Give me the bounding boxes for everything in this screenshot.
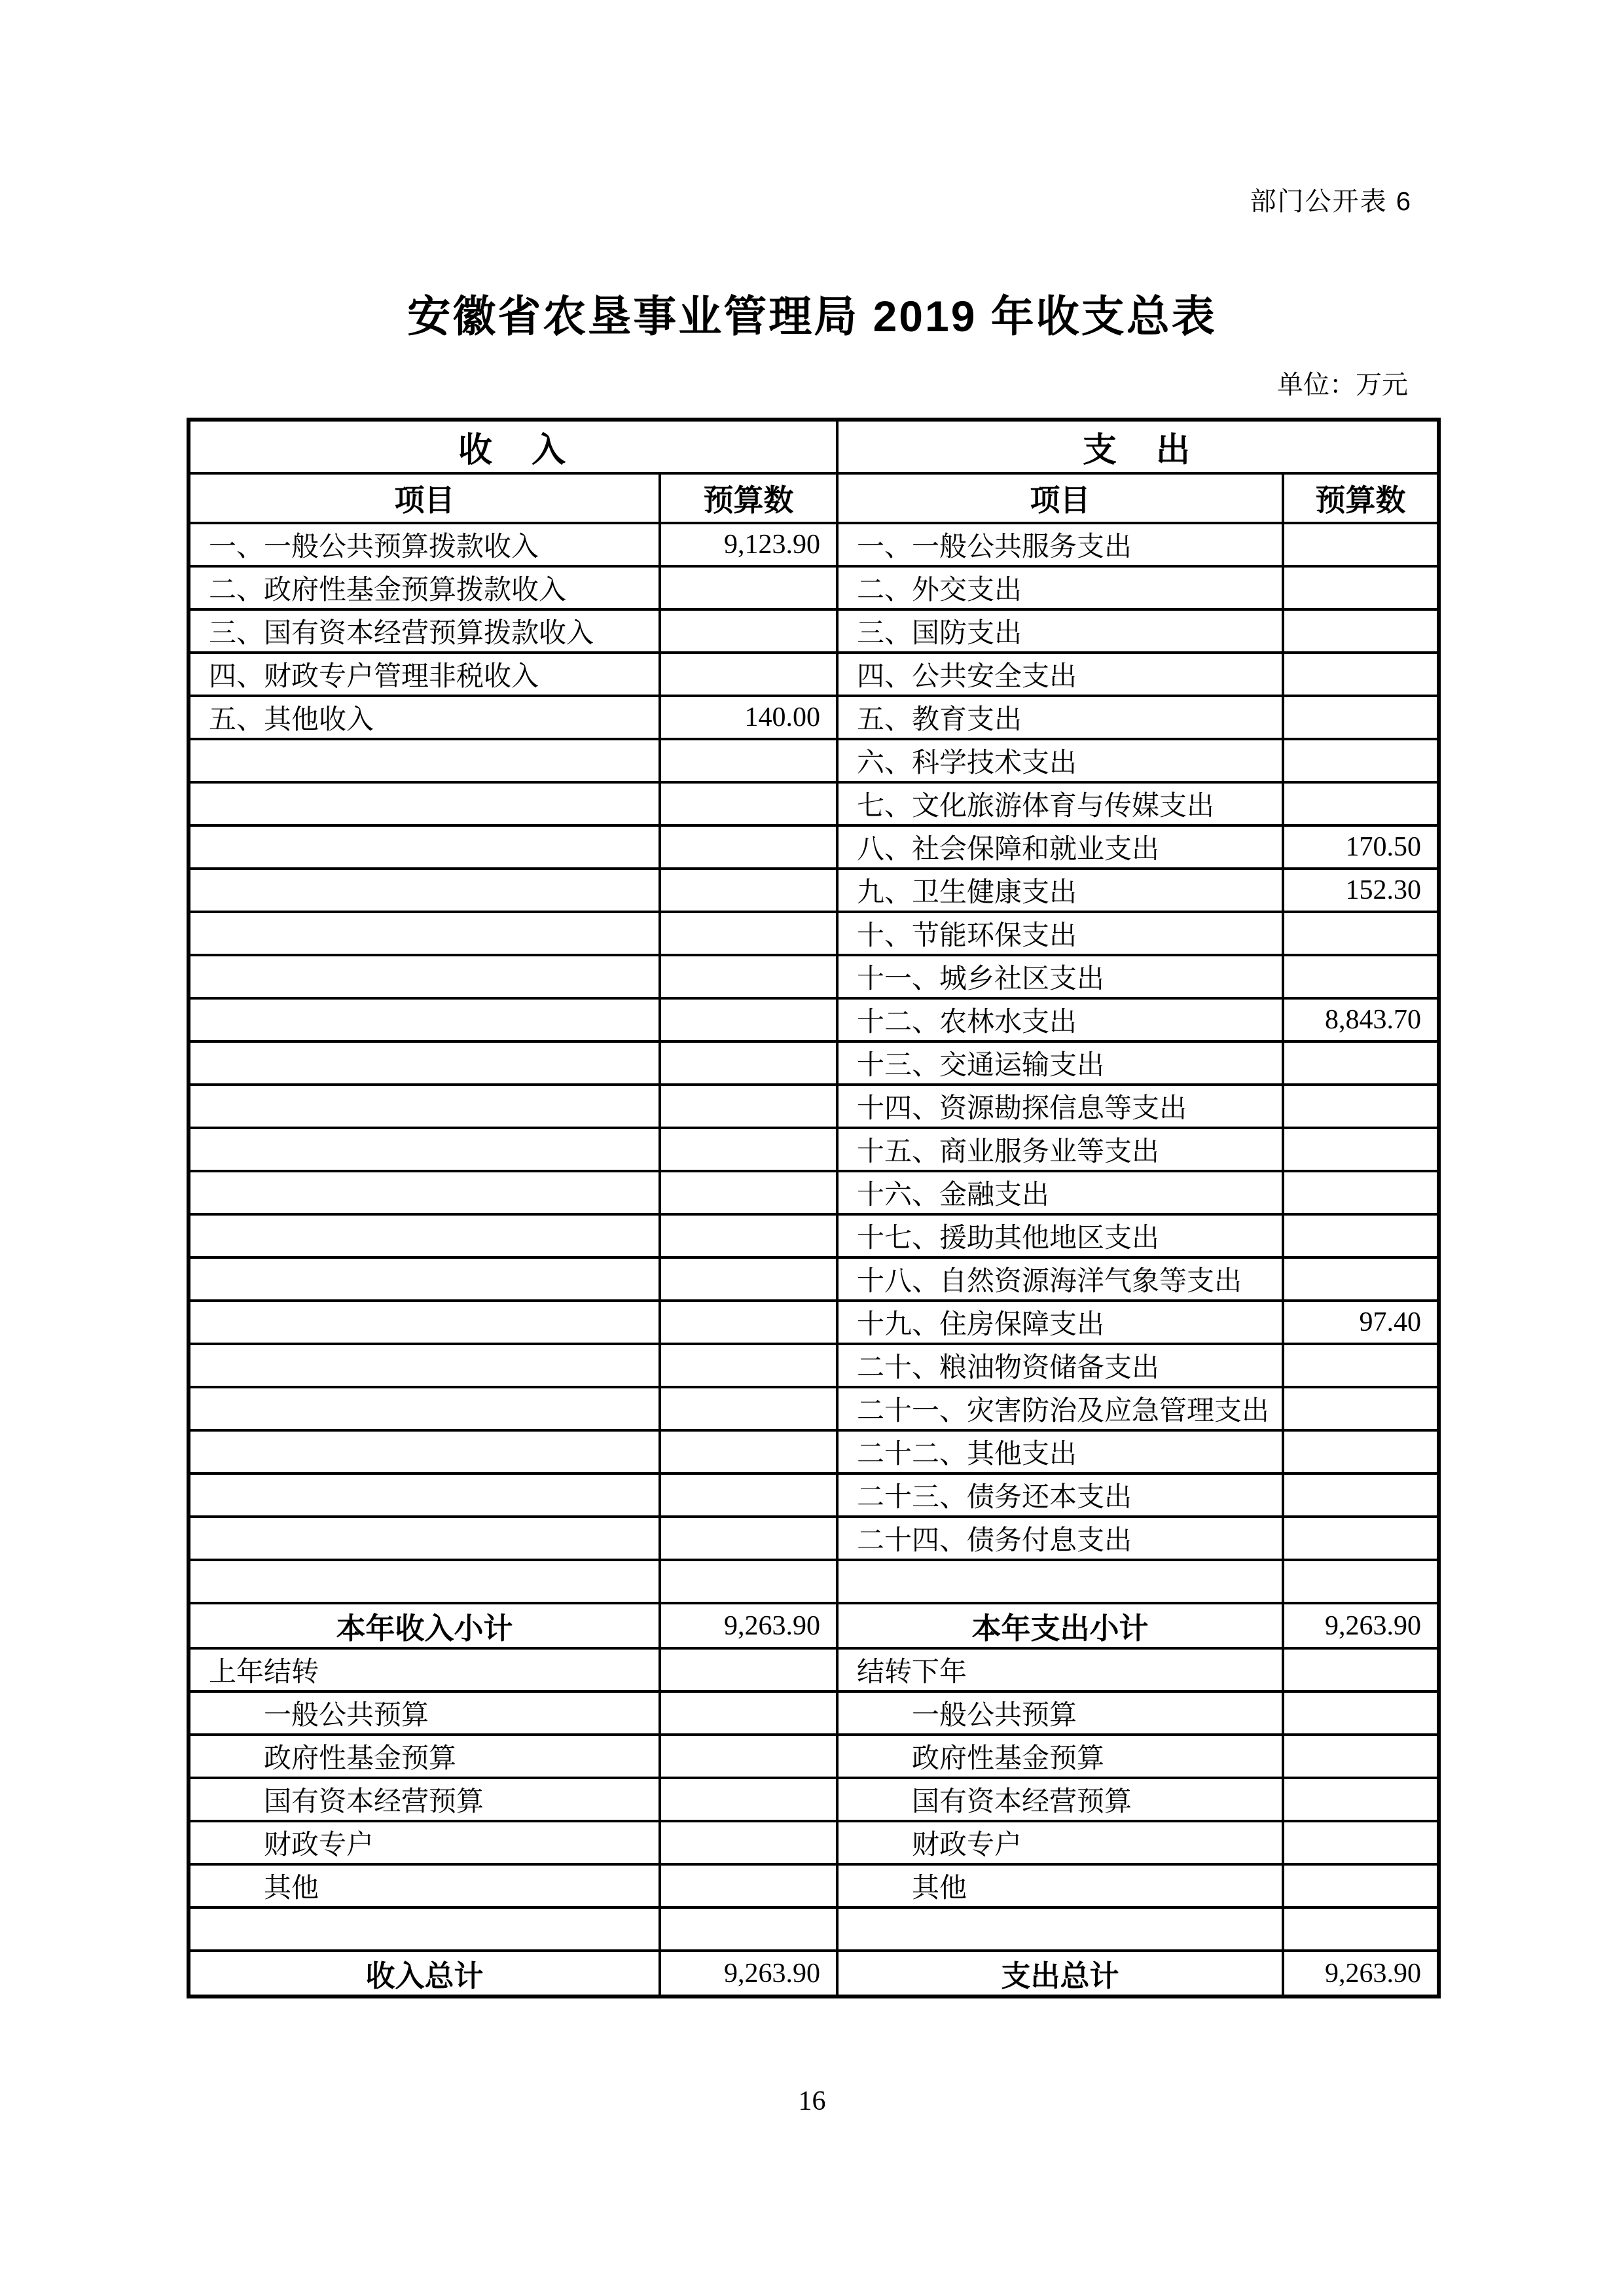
- income-value-cell: [660, 998, 837, 1041]
- income-item-cell: 国有资本经营预算: [189, 1778, 660, 1821]
- expense-item-cell: 二十三、债务还本支出: [837, 1473, 1283, 1517]
- income-value-cell: [660, 1387, 837, 1430]
- expense-item-cell: 本年支出小计: [837, 1603, 1283, 1648]
- expense-item-cell: 六、科学技术支出: [837, 739, 1283, 782]
- income-item-cell: [189, 1257, 660, 1301]
- page-title: 安徽省农垦事业管理局 2019 年收支总表: [407, 292, 1217, 340]
- expense-item-cell: 二、外交支出: [837, 566, 1283, 609]
- income-value-cell: [660, 1907, 837, 1951]
- income-item-cell: [189, 1214, 660, 1257]
- table-row: [189, 1301, 1439, 1344]
- table-row: [189, 1821, 1439, 1864]
- table-row: [189, 1128, 1439, 1171]
- expense-item-cell: 政府性基金预算: [837, 1735, 1283, 1778]
- income-value-cell: 140.00: [660, 696, 837, 739]
- income-item-cell: 四、财政专户管理非税收入: [189, 653, 660, 696]
- income-item-cell: [189, 1301, 660, 1344]
- table-row: [189, 1214, 1439, 1257]
- income-value-cell: [660, 1864, 837, 1907]
- expense-value-cell: [1283, 1430, 1439, 1473]
- expense-item-cell: 二十一、灾害防治及应急管理支出: [837, 1387, 1283, 1430]
- expense-value-cell: 97.40: [1283, 1301, 1439, 1344]
- income-value-cell: [660, 653, 837, 696]
- income-value-cell: [660, 739, 837, 782]
- table-row: [189, 566, 1439, 609]
- table-row: [189, 825, 1439, 869]
- table-row: [189, 1907, 1439, 1951]
- expense-value-cell: [1283, 1778, 1439, 1821]
- expense-value-cell: 8,843.70: [1283, 998, 1439, 1041]
- income-item-cell: [189, 1517, 660, 1560]
- income-item-cell: 二、政府性基金预算拨款收入: [189, 566, 660, 609]
- expense-value-cell: [1283, 1864, 1439, 1907]
- expenditure-section-header: 支 出: [837, 420, 1439, 473]
- table-row: [189, 1560, 1439, 1603]
- table-row: [189, 912, 1439, 955]
- income-value-cell: [660, 1648, 837, 1691]
- expense-value-cell: [1283, 1821, 1439, 1864]
- expense-item-cell: 十八、自然资源海洋气象等支出: [837, 1257, 1283, 1301]
- income-value-cell: [660, 1821, 837, 1864]
- table-row: [189, 1603, 1439, 1648]
- expense-value-cell: [1283, 1907, 1439, 1951]
- table-row: [189, 1951, 1439, 1997]
- expense-value-cell: [1283, 609, 1439, 653]
- income-item-cell: [189, 869, 660, 912]
- income-value-cell: [660, 782, 837, 825]
- income-section-header: 收 入: [189, 420, 837, 473]
- income-value-cell: [660, 1560, 837, 1603]
- page-number: 16: [798, 2086, 826, 2116]
- income-item-cell: [189, 1560, 660, 1603]
- income-item-cell: [189, 1085, 660, 1128]
- expense-item-cell: 一般公共预算: [837, 1691, 1283, 1735]
- table-body: [189, 523, 1439, 1997]
- expense-item-cell: 七、文化旅游体育与传媒支出: [837, 782, 1283, 825]
- expense-value-cell: [1283, 1387, 1439, 1430]
- income-item-cell: [189, 1041, 660, 1085]
- expense-item-cell: [837, 1907, 1283, 1951]
- income-value-cell: [660, 609, 837, 653]
- income-value-cell: [660, 1735, 837, 1778]
- expense-item-cell: 二十、粮油物资储备支出: [837, 1344, 1283, 1387]
- expense-item-cell: 财政专户: [837, 1821, 1283, 1864]
- expense-value-cell: [1283, 1560, 1439, 1603]
- table-row: [189, 523, 1439, 566]
- income-item-column-header: 项目: [189, 473, 660, 523]
- income-item-cell: 财政专户: [189, 1821, 660, 1864]
- income-value-cell: 9,123.90: [660, 523, 837, 566]
- table-row: [189, 955, 1439, 998]
- expense-value-cell: 170.50: [1283, 825, 1439, 869]
- income-item-cell: 三、国有资本经营预算拨款收入: [189, 609, 660, 653]
- income-value-cell: [660, 1085, 837, 1128]
- expense-item-cell: 十一、城乡社区支出: [837, 955, 1283, 998]
- income-value-cell: [660, 1691, 837, 1735]
- expense-value-cell: [1283, 739, 1439, 782]
- expense-value-cell: [1283, 1214, 1439, 1257]
- expense-value-cell: [1283, 1648, 1439, 1691]
- expense-item-cell: 二十二、其他支出: [837, 1430, 1283, 1473]
- income-value-cell: [660, 825, 837, 869]
- income-value-cell: [660, 869, 837, 912]
- table-row: [189, 739, 1439, 782]
- table-row: [189, 1778, 1439, 1821]
- income-item-cell: [189, 912, 660, 955]
- income-item-cell: [189, 1128, 660, 1171]
- income-value-cell: [660, 1344, 837, 1387]
- expense-item-cell: 十二、农林水支出: [837, 998, 1283, 1041]
- expense-item-cell: 八、社会保障和就业支出: [837, 825, 1283, 869]
- table-row: [189, 696, 1439, 739]
- income-item-cell: [189, 998, 660, 1041]
- table-row: [189, 1041, 1439, 1085]
- table-group-header-row: [189, 420, 1439, 473]
- income-value-cell: [660, 1778, 837, 1821]
- income-item-cell: [189, 1907, 660, 1951]
- expense-budget-column-header: 预算数: [1283, 473, 1439, 523]
- income-item-cell: [189, 739, 660, 782]
- table-column-header-row: [189, 473, 1439, 523]
- expense-item-cell: 一、一般公共服务支出: [837, 523, 1283, 566]
- table-row: [189, 653, 1439, 696]
- table-row: [189, 1257, 1439, 1301]
- income-value-cell: [660, 1128, 837, 1171]
- expense-item-cell: 九、卫生健康支出: [837, 869, 1283, 912]
- table-row: [189, 1648, 1439, 1691]
- expense-value-cell: [1283, 1473, 1439, 1517]
- income-value-cell: [660, 1214, 837, 1257]
- income-item-cell: [189, 782, 660, 825]
- expense-item-cell: 其他: [837, 1864, 1283, 1907]
- expense-item-cell: 十九、住房保障支出: [837, 1301, 1283, 1344]
- income-item-cell: 一、一般公共预算拨款收入: [189, 523, 660, 566]
- income-value-cell: 9,263.90: [660, 1603, 837, 1648]
- expense-item-cell: 国有资本经营预算: [837, 1778, 1283, 1821]
- expense-item-cell: 二十四、债务付息支出: [837, 1517, 1283, 1560]
- budget-table: [187, 418, 1441, 1998]
- income-item-cell: [189, 1171, 660, 1214]
- table-row: [189, 1473, 1439, 1517]
- expense-item-cell: 结转下年: [837, 1648, 1283, 1691]
- income-value-cell: [660, 912, 837, 955]
- expense-value-cell: [1283, 696, 1439, 739]
- expense-value-cell: [1283, 1171, 1439, 1214]
- expense-item-cell: [837, 1560, 1283, 1603]
- expense-item-cell: 十、节能环保支出: [837, 912, 1283, 955]
- expense-value-cell: [1283, 1735, 1439, 1778]
- expense-item-cell: 四、公共安全支出: [837, 653, 1283, 696]
- income-value-cell: [660, 1473, 837, 1517]
- expense-item-cell: 十五、商业服务业等支出: [837, 1128, 1283, 1171]
- income-item-cell: [189, 1387, 660, 1430]
- expense-value-cell: [1283, 782, 1439, 825]
- expense-item-cell: 三、国防支出: [837, 609, 1283, 653]
- expense-item-cell: 十七、援助其他地区支出: [837, 1214, 1283, 1257]
- table-row: [189, 1387, 1439, 1430]
- income-value-cell: [660, 1301, 837, 1344]
- expense-item-cell: 支出总计: [837, 1951, 1283, 1997]
- expense-value-cell: [1283, 653, 1439, 696]
- table-header: [189, 420, 1439, 523]
- expense-value-cell: [1283, 523, 1439, 566]
- expense-value-cell: [1283, 1041, 1439, 1085]
- expense-item-cell: 十六、金融支出: [837, 1171, 1283, 1214]
- table-row: [189, 1430, 1439, 1473]
- expense-value-cell: [1283, 912, 1439, 955]
- expense-value-cell: 152.30: [1283, 869, 1439, 912]
- table-row: [189, 998, 1439, 1041]
- unit-label: 单位：万元: [1277, 370, 1408, 399]
- income-item-cell: [189, 825, 660, 869]
- income-value-cell: [660, 1171, 837, 1214]
- income-item-cell: [189, 1473, 660, 1517]
- income-item-cell: 本年收入小计: [189, 1603, 660, 1648]
- income-value-cell: 9,263.90: [660, 1951, 837, 1997]
- income-item-cell: 政府性基金预算: [189, 1735, 660, 1778]
- income-value-cell: [660, 1517, 837, 1560]
- table-row: [189, 782, 1439, 825]
- table-row: [189, 1517, 1439, 1560]
- table-row: [189, 1691, 1439, 1735]
- expense-value-cell: [1283, 1085, 1439, 1128]
- income-item-cell: [189, 1344, 660, 1387]
- income-item-cell: 一般公共预算: [189, 1691, 660, 1735]
- income-item-cell: [189, 955, 660, 998]
- expense-value-cell: [1283, 1257, 1439, 1301]
- income-value-cell: [660, 1430, 837, 1473]
- income-item-cell: 上年结转: [189, 1648, 660, 1691]
- expense-item-cell: 十三、交通运输支出: [837, 1041, 1283, 1085]
- income-item-cell: 五、其他收入: [189, 696, 660, 739]
- income-value-cell: [660, 955, 837, 998]
- table-row: [189, 609, 1439, 653]
- income-item-cell: [189, 1430, 660, 1473]
- table-row: [189, 1344, 1439, 1387]
- table-row: [189, 1085, 1439, 1128]
- expense-value-cell: [1283, 566, 1439, 609]
- income-value-cell: [660, 1257, 837, 1301]
- table-row: [189, 869, 1439, 912]
- income-item-cell: 其他: [189, 1864, 660, 1907]
- income-item-cell: 收入总计: [189, 1951, 660, 1997]
- income-value-cell: [660, 566, 837, 609]
- expense-item-cell: 十四、资源勘探信息等支出: [837, 1085, 1283, 1128]
- expense-value-cell: [1283, 955, 1439, 998]
- table-row: [189, 1735, 1439, 1778]
- expense-value-cell: [1283, 1128, 1439, 1171]
- doc-label: 部门公开表 6: [1250, 187, 1412, 216]
- income-budget-column-header: 预算数: [660, 473, 837, 523]
- expense-value-cell: [1283, 1344, 1439, 1387]
- table-row: [189, 1171, 1439, 1214]
- table-row: [189, 1864, 1439, 1907]
- expense-value-cell: 9,263.90: [1283, 1603, 1439, 1648]
- expense-item-column-header: 项目: [837, 473, 1283, 523]
- income-value-cell: [660, 1041, 837, 1085]
- expense-value-cell: [1283, 1517, 1439, 1560]
- expense-value-cell: 9,263.90: [1283, 1951, 1439, 1997]
- expense-value-cell: [1283, 1691, 1439, 1735]
- expense-item-cell: 五、教育支出: [837, 696, 1283, 739]
